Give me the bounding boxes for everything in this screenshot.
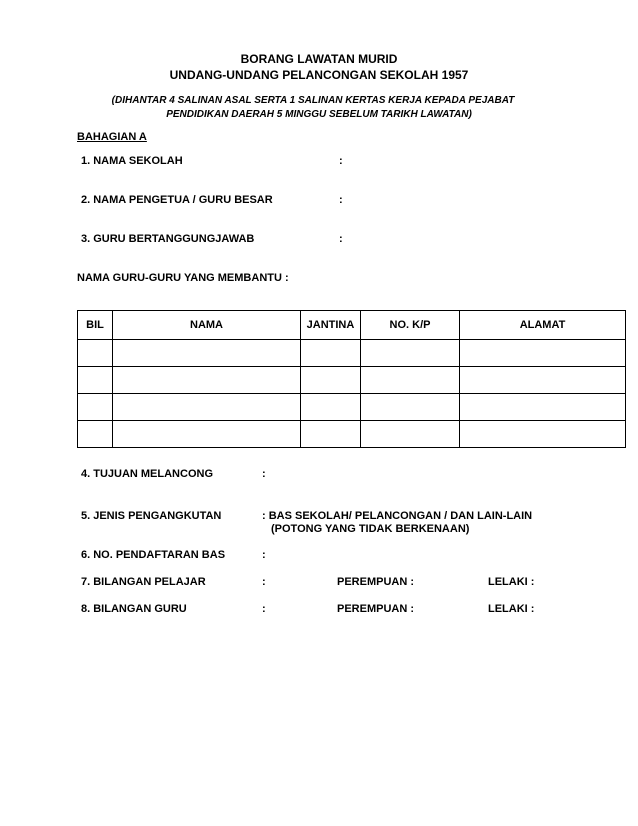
field-student-female-label: PEREMPUAN : — [337, 576, 415, 588]
field-purpose-label: 4. TUJUAN MELANCONG — [81, 468, 214, 480]
field-transport-options: : BAS SEKOLAH/ PELANCONGAN / DAN LAIN-LAIN — [262, 510, 533, 522]
field-school-name-colon: : — [339, 155, 343, 167]
table-row — [78, 367, 626, 394]
col-header-jantina: JANTINA — [301, 311, 361, 340]
table-cell[interactable] — [361, 421, 460, 448]
field-teacher-count-colon: : — [262, 603, 266, 615]
field-teacher-male-label: LELAKI : — [488, 603, 535, 615]
field-student-count-colon: : — [262, 576, 266, 588]
table-cell[interactable] — [361, 340, 460, 367]
section-a-heading: BAHAGIAN A — [77, 131, 147, 143]
submission-note-line1: (DIHANTAR 4 SALINAN ASAL SERTA 1 SALINAN KERTAS KERJA KEPADA PEJABAT — [111, 95, 515, 106]
table-header-row — [78, 311, 626, 340]
table-cell[interactable] — [113, 394, 301, 421]
submission-note-line2: PENDIDIKAN DAERAH 5 MINGGU SEBELUM TARIKH LAWATAN) — [166, 109, 472, 120]
field-teacher-in-charge-colon: : — [339, 233, 343, 245]
field-principal-name-label: 2. NAMA PENGETUA / GURU BESAR — [81, 194, 273, 206]
table-cell[interactable] — [113, 421, 301, 448]
table-cell[interactable] — [460, 340, 626, 367]
field-teacher-count-label: 8. BILANGAN GURU — [81, 603, 187, 615]
table-cell[interactable] — [361, 367, 460, 394]
table-row — [78, 394, 626, 421]
field-school-name-label: 1. NAMA SEKOLAH — [81, 155, 183, 167]
form-title: BORANG LAWATAN MURID — [240, 52, 398, 66]
helpers-table — [77, 310, 626, 448]
field-transport-label: 5. JENIS PENGANGKUTAN — [81, 510, 222, 522]
field-student-count-label: 7. BILANGAN PELAJAR — [81, 576, 206, 588]
table-cell[interactable] — [78, 367, 113, 394]
table-cell[interactable] — [460, 367, 626, 394]
table-cell[interactable] — [301, 394, 361, 421]
table-row — [78, 340, 626, 367]
field-bus-registration-colon: : — [262, 549, 266, 561]
table-cell[interactable] — [301, 340, 361, 367]
table-cell[interactable] — [78, 421, 113, 448]
table-cell[interactable] — [113, 340, 301, 367]
col-header-bil: BIL — [78, 311, 113, 340]
table-cell[interactable] — [460, 394, 626, 421]
table-cell[interactable] — [78, 394, 113, 421]
field-bus-registration-label: 6. NO. PENDAFTARAN BAS — [81, 549, 226, 561]
table-row — [78, 421, 626, 448]
col-header-nama: NAMA — [113, 311, 301, 340]
field-transport-instruction: (POTONG YANG TIDAK BERKENAAN) — [271, 523, 470, 535]
field-purpose-colon: : — [262, 468, 266, 480]
field-student-male-label: LELAKI : — [488, 576, 535, 588]
form-subtitle: UNDANG-UNDANG PELANCONGAN SEKOLAH 1957 — [169, 68, 469, 82]
col-header-alamat: ALAMAT — [460, 311, 626, 340]
table-cell[interactable] — [460, 421, 626, 448]
field-teacher-female-label: PEREMPUAN : — [337, 603, 415, 615]
table-cell[interactable] — [301, 421, 361, 448]
table-cell[interactable] — [113, 367, 301, 394]
table-cell[interactable] — [361, 394, 460, 421]
field-teacher-in-charge-label: 3. GURU BERTANGGUNGJAWAB — [81, 233, 255, 245]
table-cell[interactable] — [78, 340, 113, 367]
table-cell[interactable] — [301, 367, 361, 394]
col-header-no-kp: NO. K/P — [361, 311, 460, 340]
helpers-label: NAMA GURU-GURU YANG MEMBANTU : — [77, 272, 289, 284]
field-principal-name-colon: : — [339, 194, 343, 206]
